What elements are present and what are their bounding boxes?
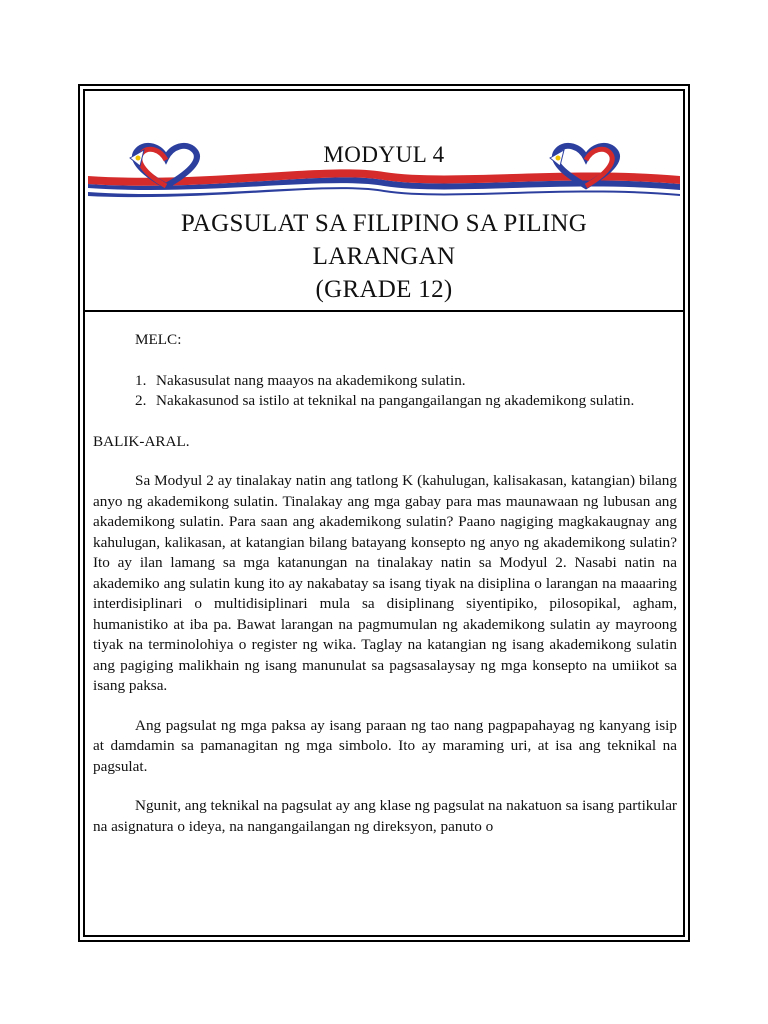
melc-label: MELC: <box>135 331 182 348</box>
module-label: MODYUL 4 <box>323 142 445 167</box>
list-item-number: 1. <box>135 371 147 389</box>
course-title <box>0 207 768 306</box>
title-line: (GRADE 12) <box>315 276 453 303</box>
list-item <box>93 391 677 412</box>
objectives-list <box>93 371 677 412</box>
module-body <box>93 330 677 856</box>
title-line: PAGSULAT SA FILIPINO SA PILING <box>180 210 588 237</box>
section-heading: BALIK-ARAL. <box>93 432 190 450</box>
list-item <box>93 371 677 392</box>
paragraph: Ang pagsulat ng mga paksa ay isang paraan ng tao nang pagpapahayag ng kanyang isip at damdamin sa pamanagitan ng mga simbolo. Ito ay maraming uri, at isa ang teknikal na pagsulat. <box>93 716 677 775</box>
list-item-text: Nakasusulat nang maayos na akademikong sulatin. <box>156 371 466 389</box>
paragraph: Sa Modyul 2 ay tinalakay natin ang tatlong K (kahulugan, kalisakasan, katangian) bilang anyo ng akademikong sulatin. Tinalakay ang mga gabay para mas maunawaan ng lubusan ang akademikong sulatin. Para saan ang akademikong sulatin? Paano nagiging magkakaugnay ang kahulugan, kalikasan, at katangian bilang batayang konsepto ng anyo ng akademikong sulatin? Ito ay ilan lamang sa mga katanungan na tinalakay natin sa Modyul 2. Nasabi natin na akademiko ang sulatin kung ito ay nakabatay sa isang tiyak na disiplina o larangan na maaaring interdisiplinari o multidisiplinari mula sa disiplinang siyentipiko, pilosopikal, agham, humanistiko at iba pa. Bawat larangan na pagmumulan ng akademikong sulatin ay mayroong tiyak na terminolohiya o register ng wika. Taglay na katangian ng isang akademikong sulatin ang pagiging malikhain ng isang manunulat sa pagsasalaysay ng mga konsepto na umiikot sa isang paksa. <box>93 472 677 694</box>
paragraph: Ngunit, ang teknikal na pagsulat ay ang klase ng pagsulat na nakatuon sa isang partikular na asignatura o ideya, na nangangailangan ng direksyon, panuto o <box>93 797 677 835</box>
title-line: LARANGAN <box>312 243 456 270</box>
list-item-number: 2. <box>135 392 147 409</box>
list-item-text: Nakakasunod sa istilo at teknikal na pangangailangan ng akademikong sulatin. <box>156 392 635 409</box>
header-divider <box>83 310 685 312</box>
